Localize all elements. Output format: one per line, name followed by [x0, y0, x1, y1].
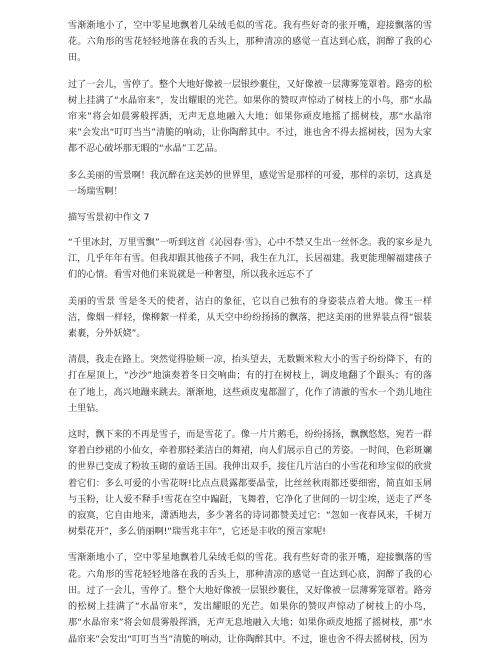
paragraph-winter-messenger: 美丽的雪景 雪是冬天的使者，洁白的象征，它以自己独有的身姿装点着大地。像玉一样洁，像烟一样轻，像柳絮一样柔，从天空中纷纷扬扬的飘落，把这美丽的世界装点得“银装素裹，分外妖娆”。: [68, 296, 432, 340]
essay-heading: 描写雪景初中作文 7: [68, 213, 150, 224]
paragraph-morning-sleet: 清晨，我走在路上。突然觉得脸颊一凉，抬头望去，无数颗米粒大小的雪子纷纷降下，有的打在屋顶上，“沙沙”地演奏着冬日交响曲；有的打在树枝上，调皮地翻了个跟头；有的落在了地上，高兴地蹦来跳去。渐渐地，这些顽皮鬼都溜了，化作了清澈的雪水一个劲儿地往土里钻。: [68, 355, 432, 414]
paragraph-hometown: “千里冰封，万里雪飘”一听到这首《沁园春·雪》，心中不禁又生出一丝怀念。我的家乡是九江，几乎年年有雪。但我却跟其他孩子不同，我生在九江，长居福建。我更能理解福建孩子们的心情。看雪对他们来说就是一种奢望，所以我永远忘不了: [68, 238, 432, 281]
paragraph-auspicious-snow: 多么美丽的雪景啊！我沉醉在这美妙的世界里，感觉雪是那样的可爱，那样的亲切，这真是一场瑞雪啊！: [68, 170, 432, 197]
paragraph-repeat-snow: 雪渐渐地小了，空中零星地飘着几朵绒毛似的雪花。我有些好奇的张开嘴，迎接飘落的雪花。六角形的雪花轻轻地落在我的舌头上，那种清凉的感觉一直达到心底，润醉了我的心田。过了一会儿，雪停了。整个大地好像被一层银纱裹住，又好像被一层薄雾笼罩着。路旁的松树上挂满了“水晶帘来”，发出耀眼的光芒。如果你的赞叹声惊动了树枝上的小鸟，那“水晶帘来”将会如晨雾般挥洒，无声无息地融入大地；如果你顽皮地摇了摇树枝，那“水晶帘来”会发出“叮叮当当”清脆的响动，让你陶醉其中。不过，谁也舍不得去摇树枝，因为: [68, 553, 432, 645]
paragraph-snowflakes: 这时，飘下来的不再是雪子，而是雪花了。像一片片鹅毛，纷纷扬扬，飘飘悠悠，宛若一群穿着白纱裙的小仙女，牵着那轻柔洁白的舞裙，向人们展示自己的芳姿。一时间，色彩斑斓的世界已变成了粉妆玉砌的童话王国。我伸出双手，接住几片洁白的小雪花和珍宝似的欣赏着它们：多么可爱的小雪花呀!比点点晨露都要晶莹，比丝丝秋雨都还要细密，简直如玉屑与玉粉，让人爱不释手!雪花在空中蹁跹，飞舞着，它净化了世间的一切尘埃，送走了严冬的寂寞，它自由地来，潇洒地去，多少著名的诗词都赞美过它：“忽如一夜春风来，千树万树梨花开”，多么俏丽啊!“瑞雪兆丰年”，它还是丰收的预言家呢!: [68, 430, 432, 538]
paragraph-crystal-curtain: 过了一会儿，雪停了。整个大地好像被一层银纱裹住，又好像被一层薄雾笼罩着。路旁的松树上挂满了“水晶帘来”，发出耀眼的光芒。如果你的赞叹声惊动了树枝上的小鸟，那“水晶帘来”将会如晨雾般挥洒，无声无息地融入大地；如果你顽皮地摇了摇树枝，那“水晶帘来”会发出“叮叮当当”清脆的响动，让你陶醉其中。不过，谁也舍不得去摇树枝，因为大家都不忍心破坏那无暇的“水晶”工艺品。: [68, 79, 432, 155]
paragraph-snow-taste: 雪渐渐地小了，空中零星地飘着几朵绒毛似的雪花。我有些好奇的张开嘴，迎接飘落的雪花。六角形的雪花轻轻地落在我的舌头上，那种清凉的感觉一直达到心底，润醉了我的心田。: [68, 21, 432, 64]
